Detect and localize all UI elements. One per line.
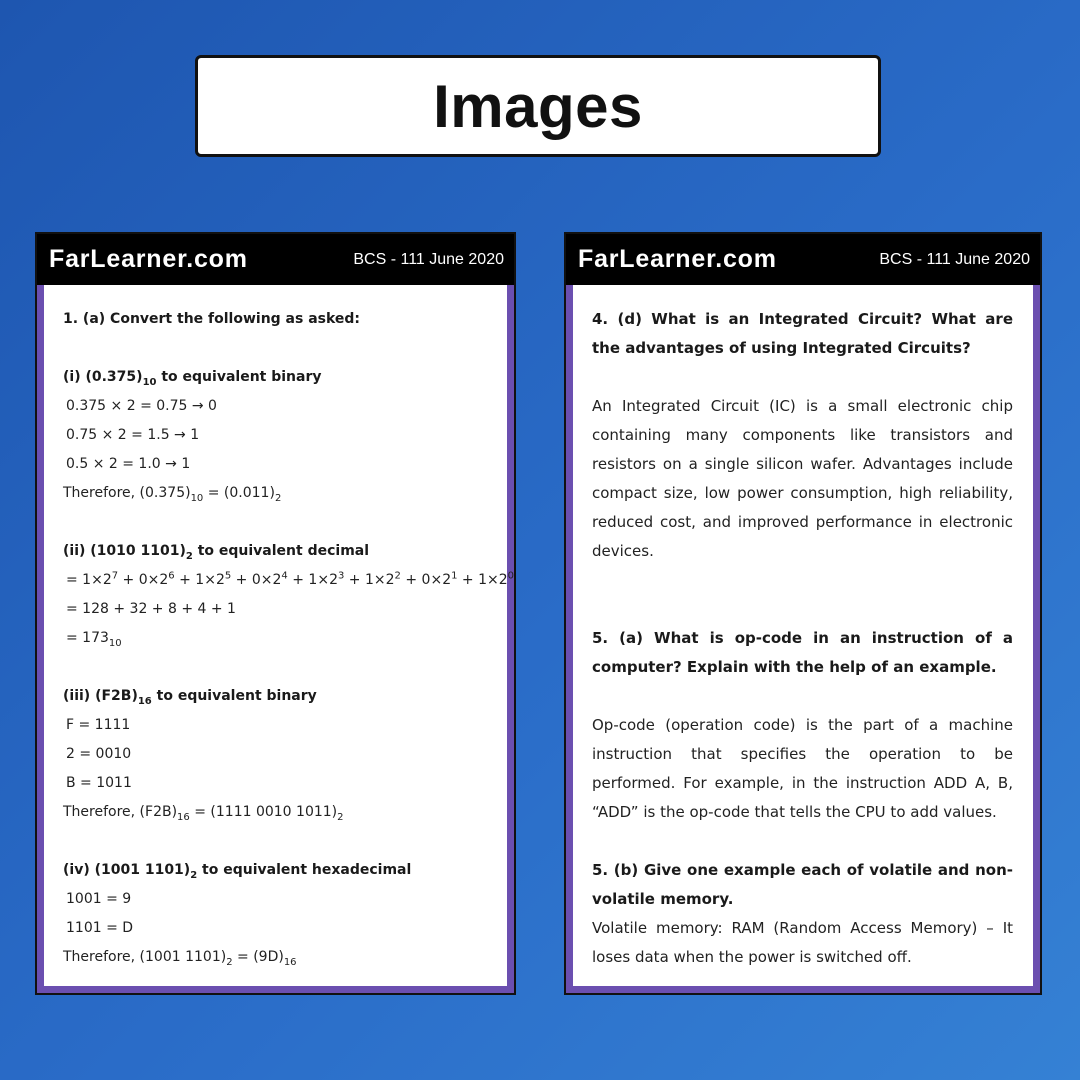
sum-line: = 128 + 32 + 8 + 4 + 1 [66,601,236,617]
step-line: 0.375 × 2 = 0.75 → 0 [66,398,217,414]
expansion-line: = $1\times 2^7 + 0\times 2^6 + 1\times 2^5 + 0\times 2^4 + 1\times 2^3 + 1\times 2^2 + 0\times 2^1 + 1\times 2^0$ [66,570,515,588]
question-5a-heading: 5. (a) What is op-code in an instruction of a computer? Explain with the help of an example. [592,629,1013,676]
left-card [35,232,516,995]
paper-reference: BCS - 111 June 2020 [353,250,504,268]
step-line: 0.75 × 2 = 1.5 → 1 [66,427,200,443]
result-line: = $173_{10}$ [66,630,122,649]
card-header [37,234,514,285]
question-4d-answer: An Integrated Circuit (IC) is a small electronic chip containing many components like transistors and resistors on a single silicon wafer. Advantages include compact size, low power consumption, high reliability, reduced cost, and improved performance in electronic devices. [592,397,1013,560]
right-card [564,232,1042,995]
step-line: 1001 = 9 [66,891,132,907]
result-line: Therefore, $(0.375)_{10} = (0.011)_2$ [63,485,282,504]
result-line: Therefore, $(F2B)_{16} = (1111$ 0010 $1011)_2$ [63,804,344,823]
card-body [573,285,1033,986]
part-iii-heading: (iii) $(F2B)_{16}$ to equivalent binary [63,688,317,707]
question-5b-answer: Volatile memory: RAM (Random Access Memory) – It loses data when the power is switched off. [592,919,1013,966]
question-4d-heading: 4. (d) What is an Integrated Circuit? What are the advantages of using Integrated Circuits? [592,310,1013,357]
question-heading: 1. (a) Convert the following as asked: [63,311,361,327]
step-line: 1101 = D [66,920,134,936]
part-ii-heading: (ii) (1010 $1101)_2$ to equivalent decimal [63,543,370,562]
paper-reference: BCS - 111 June 2020 [879,250,1030,268]
page-title-box [195,55,881,157]
question-5b-heading: 5. (b) Give one example each of volatile and non-volatile memory. [592,861,1013,908]
page-title: Images [433,72,643,140]
brand-logo: FarLearner.com [49,245,248,273]
brand-logo: FarLearner.com [578,245,777,273]
part-iv-heading: (iv) (1001 $1101)_2$ to equivalent hexadecimal [63,862,412,881]
step-line: B = 1011 [66,775,132,791]
card-body [44,285,515,986]
part-i-heading: (i) $(0.375)_{10}$ to equivalent binary [63,369,322,388]
result-line: Therefore, (1001 $1101)_2 = (9D)_{16}$ [63,949,297,968]
step-line: 0.5 × 2 = 1.0 → 1 [66,456,191,472]
step-line: F = 1111 [66,717,131,733]
question-5a-answer: Op-code (operation code) is the part of a machine instruction that specifies the operation to be performed. For example, in the instruction ADD A, B, “ADD” is the op-code that tells the CPU to add values. [592,716,1013,821]
card-header [566,234,1040,285]
step-line: 2 = 0010 [66,746,132,762]
